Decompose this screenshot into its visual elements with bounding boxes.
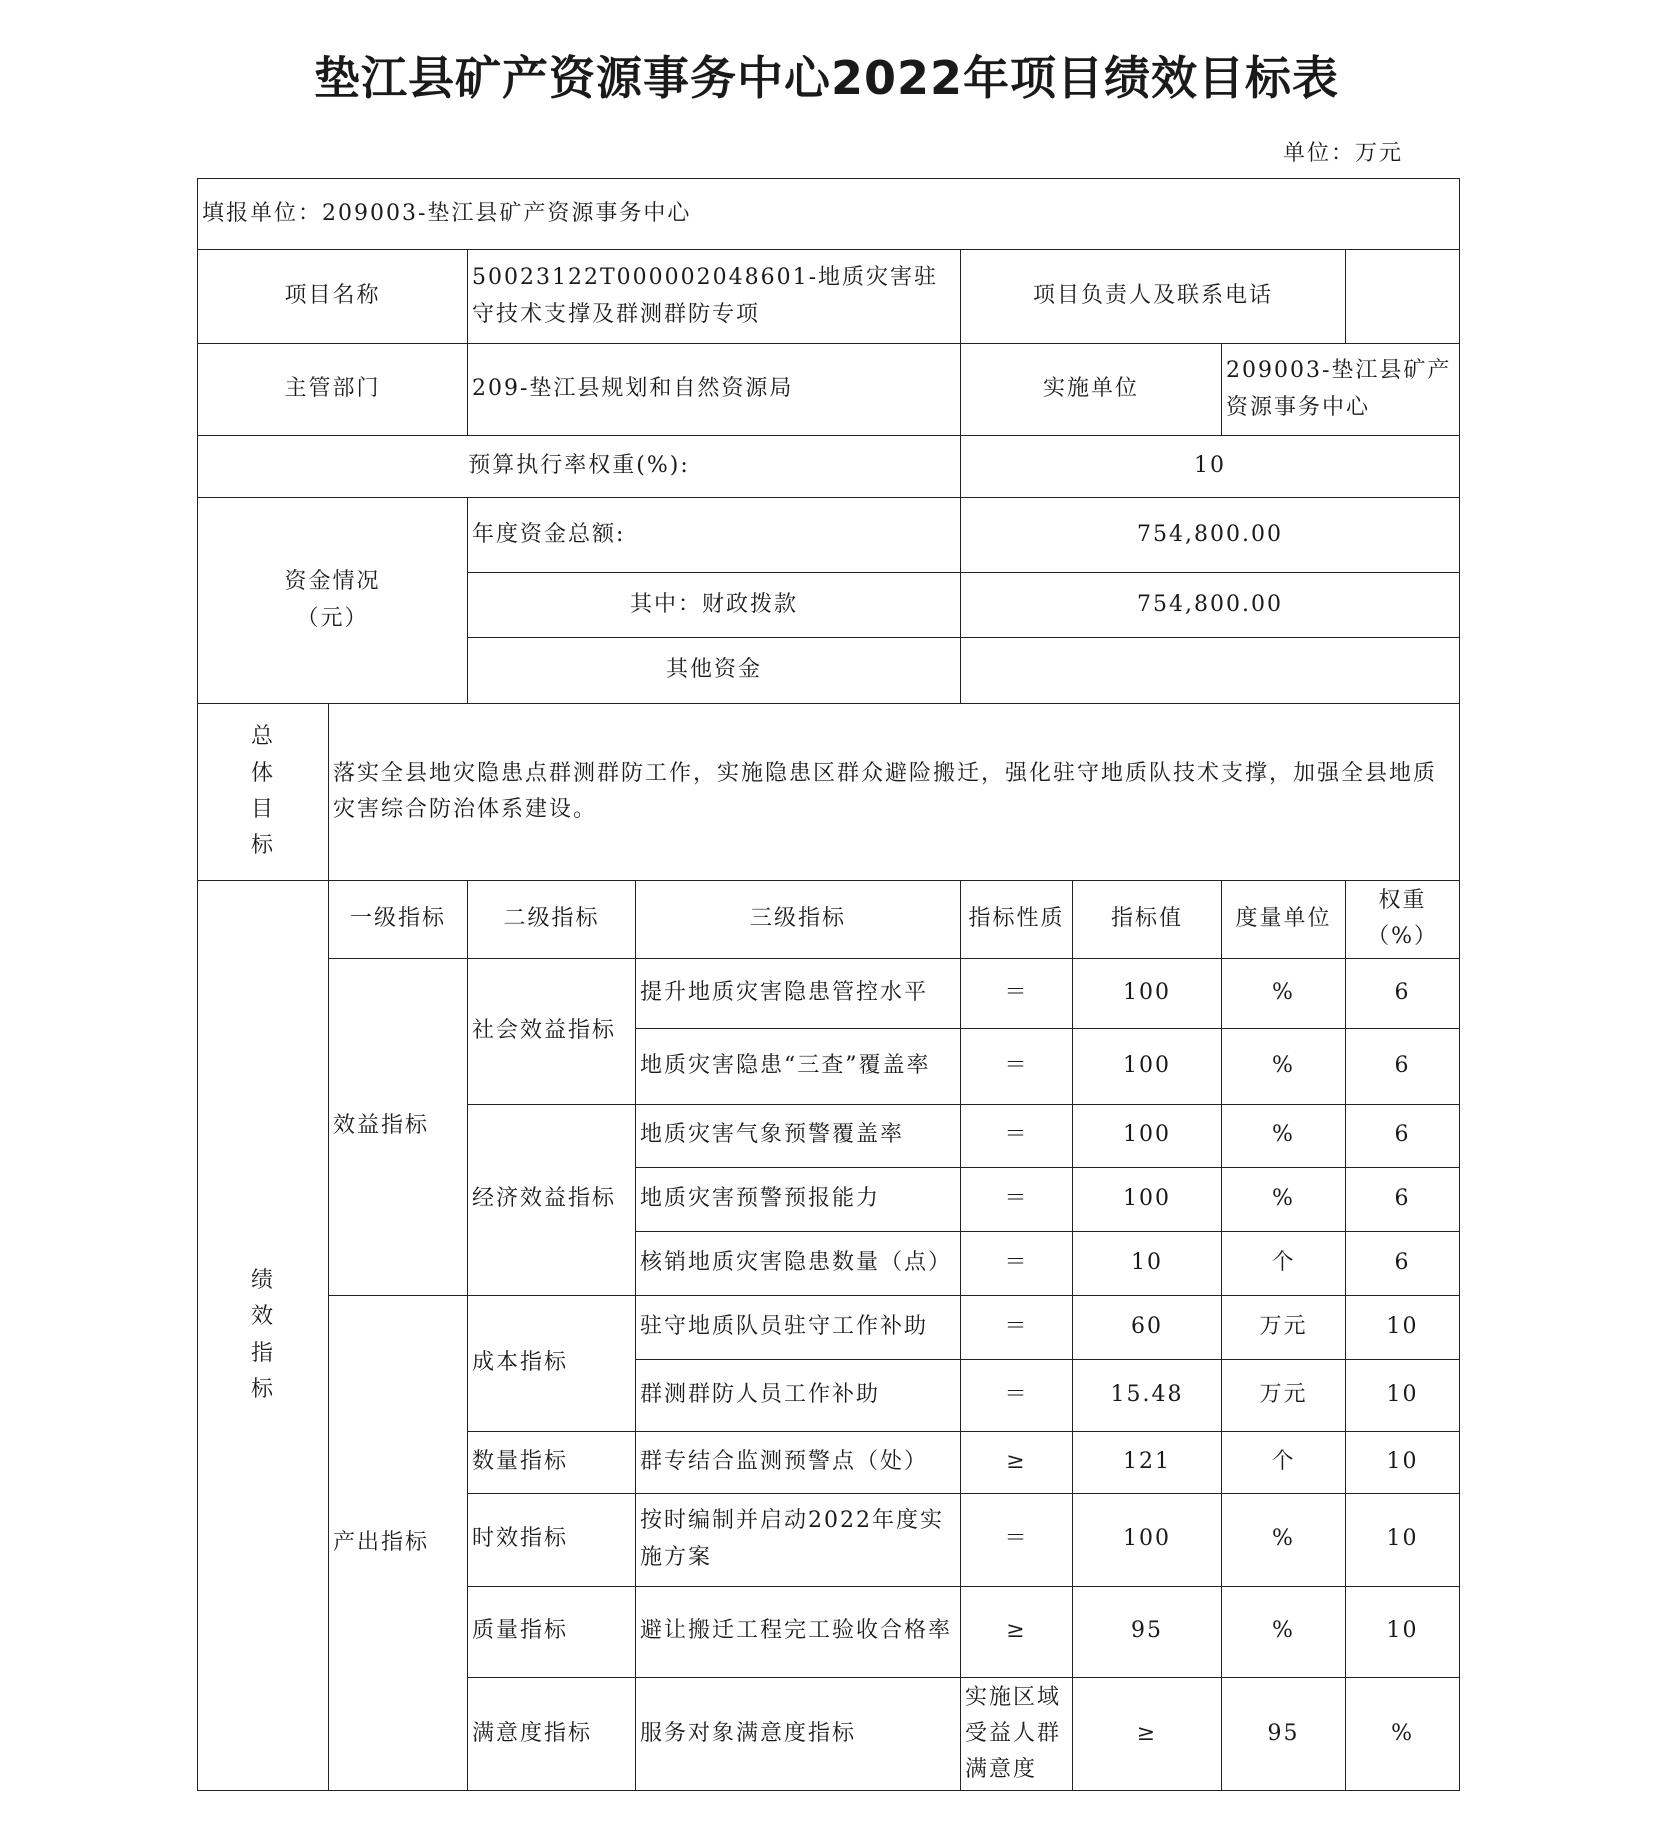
indicator-weight: 6 — [1346, 1167, 1460, 1231]
indicator-value: 100 — [1073, 1493, 1222, 1586]
budget-weight-label: 预算执行率权重(%): — [198, 436, 961, 498]
indicator-unit: % — [1222, 1028, 1346, 1104]
other-funds-value — [961, 638, 1460, 704]
level1-output: 产出指标 — [329, 1295, 468, 1791]
indicator-nature: ＝ — [961, 1493, 1073, 1586]
page-title: 垫江县矿产资源事务中心2022年项目绩效目标表 — [313, 51, 1340, 105]
indicator-name: 核销地质灾害隐患数量（点） — [636, 1231, 961, 1295]
indicator-weight: 6 — [1346, 1231, 1460, 1295]
level2-social: 社会效益指标 — [468, 958, 636, 1104]
indicator-value: 95 — [1073, 1586, 1222, 1677]
perf-indicator-label: 绩 效 指 标 — [198, 881, 329, 1791]
indicator-nature: ＝ — [961, 1104, 1073, 1167]
indicator-nature: ≥ — [1073, 1677, 1222, 1791]
col-header-level2: 二级指标 — [468, 881, 636, 959]
indicator-nature: ＝ — [961, 958, 1073, 1028]
contact-label: 项目负责人及联系电话 — [961, 250, 1346, 344]
annual-funds-value: 754,800.00 — [961, 498, 1460, 573]
fiscal-funds-label: 其中：财政拨款 — [468, 573, 961, 638]
indicator-value: 60 — [1073, 1295, 1222, 1359]
project-name-value: 50023122T000002048601-地质灾害驻守技术支撑及群测群防专项 — [468, 250, 961, 344]
level2-timeliness: 时效指标 — [468, 1493, 636, 1586]
col-header-weight: 权重（%） — [1346, 881, 1460, 959]
indicator-value: 100 — [1073, 1167, 1222, 1231]
indicator-nature: ≥ — [961, 1586, 1073, 1677]
fiscal-funds-value: 754,800.00 — [961, 573, 1460, 638]
indicator-name: 群专结合监测预警点（处） — [636, 1431, 961, 1493]
funds-label-line1: 资金情况 — [284, 569, 381, 595]
indicator-unit: % — [1222, 1167, 1346, 1231]
indicator-name: 按时编制并启动2022年度实施方案 — [636, 1493, 961, 1586]
overall-goal-text: 落实全县地灾隐患点群测群防工作，实施隐患区群众避险搬迁，强化驻守地质队技术支撑，加强全县地质灾害综合防治体系建设。 — [329, 704, 1460, 881]
indicator-unit: % — [1346, 1677, 1460, 1791]
unit-label: 单位：万元 — [1282, 141, 1403, 166]
col-header-nature: 指标性质 — [961, 881, 1073, 959]
level1-benefit: 效益指标 — [329, 958, 468, 1295]
indicator-name: 驻守地质队员驻守工作补助 — [636, 1295, 961, 1359]
indicator-name: 地质灾害气象预警覆盖率 — [636, 1104, 961, 1167]
funds-label — [198, 498, 468, 704]
level2-quantity: 数量指标 — [468, 1431, 636, 1493]
overall-goal-label: 总 体 目 标 — [198, 704, 329, 881]
indicator-weight: 10 — [1346, 1431, 1460, 1493]
indicator-nature: ＝ — [961, 1231, 1073, 1295]
indicator-name: 群测群防人员工作补助 — [636, 1359, 961, 1431]
dept-value: 209-垫江县规划和自然资源局 — [468, 344, 961, 436]
dept-label: 主管部门 — [198, 344, 468, 436]
impl-value: 209003-垫江县矿产资源事务中心 — [1222, 344, 1460, 436]
col-header-value: 指标值 — [1073, 881, 1222, 959]
indicator-name: 地质灾害预警预报能力 — [636, 1167, 961, 1231]
indicator-value: 100 — [1073, 1028, 1222, 1104]
indicator-name: 避让搬迁工程完工验收合格率 — [636, 1586, 961, 1677]
indicator-unit: % — [1222, 1493, 1346, 1586]
indicator-nature: ＝ — [961, 1359, 1073, 1431]
indicator-value: 95 — [1222, 1677, 1346, 1791]
other-funds-label: 其他资金 — [468, 638, 961, 704]
indicator-unit: 万元 — [1222, 1295, 1346, 1359]
annual-funds-label: 年度资金总额: — [468, 498, 961, 573]
indicator-unit: % — [1222, 958, 1346, 1028]
project-name-label: 项目名称 — [198, 250, 468, 344]
indicator-nature: ＝ — [961, 1028, 1073, 1104]
col-header-unit: 度量单位 — [1222, 881, 1346, 959]
indicator-unit: 万元 — [1222, 1359, 1346, 1431]
col-header-level3: 三级指标 — [636, 881, 961, 959]
indicator-nature: ＝ — [961, 1295, 1073, 1359]
table-row — [198, 1295, 1460, 1359]
indicator-weight: 6 — [1346, 958, 1460, 1028]
indicator-weight: 10 — [1346, 1586, 1460, 1677]
col-header-level1: 一级指标 — [329, 881, 468, 959]
indicator-value: 121 — [1073, 1431, 1222, 1493]
indicator-nature: ＝ — [961, 1167, 1073, 1231]
level2-economic: 经济效益指标 — [468, 1104, 636, 1295]
level2-quality: 质量指标 — [468, 1586, 636, 1677]
indicator-weight: 10 — [1346, 1359, 1460, 1431]
level2-cost: 成本指标 — [468, 1295, 636, 1431]
table-row — [198, 958, 1460, 1028]
indicator-value: 15.48 — [1073, 1359, 1222, 1431]
indicator-name: 提升地质灾害隐患管控水平 — [636, 958, 961, 1028]
performance-goal-table — [197, 178, 1460, 1791]
indicator-weight: 10 — [1346, 1295, 1460, 1359]
indicator-nature: ≥ — [961, 1431, 1073, 1493]
indicator-value: 10 — [1073, 1231, 1222, 1295]
contact-value — [1346, 250, 1460, 344]
indicator-value: 100 — [1073, 958, 1222, 1028]
indicator-unit: 个 — [1222, 1431, 1346, 1493]
funds-label-line2: （元） — [296, 605, 369, 631]
indicator-unit: % — [1222, 1586, 1346, 1677]
impl-label: 实施单位 — [961, 344, 1222, 436]
indicator-unit: % — [1222, 1104, 1346, 1167]
indicator-name: 实施区域受益人群满意度 — [961, 1677, 1073, 1791]
budget-weight-value: 10 — [961, 436, 1460, 498]
indicator-name: 地质灾害隐患“三查”覆盖率 — [636, 1028, 961, 1104]
fill-unit-cell: 填报单位：209003-垫江县矿产资源事务中心 — [198, 179, 1460, 250]
level2-service: 服务对象满意度指标 — [636, 1677, 961, 1791]
level1-satisfaction: 满意度指标 — [468, 1677, 636, 1791]
indicator-weight: 6 — [1346, 1028, 1460, 1104]
indicator-weight: 6 — [1346, 1104, 1460, 1167]
indicator-unit: 个 — [1222, 1231, 1346, 1295]
indicator-weight: 10 — [1346, 1493, 1460, 1586]
indicator-value: 100 — [1073, 1104, 1222, 1167]
